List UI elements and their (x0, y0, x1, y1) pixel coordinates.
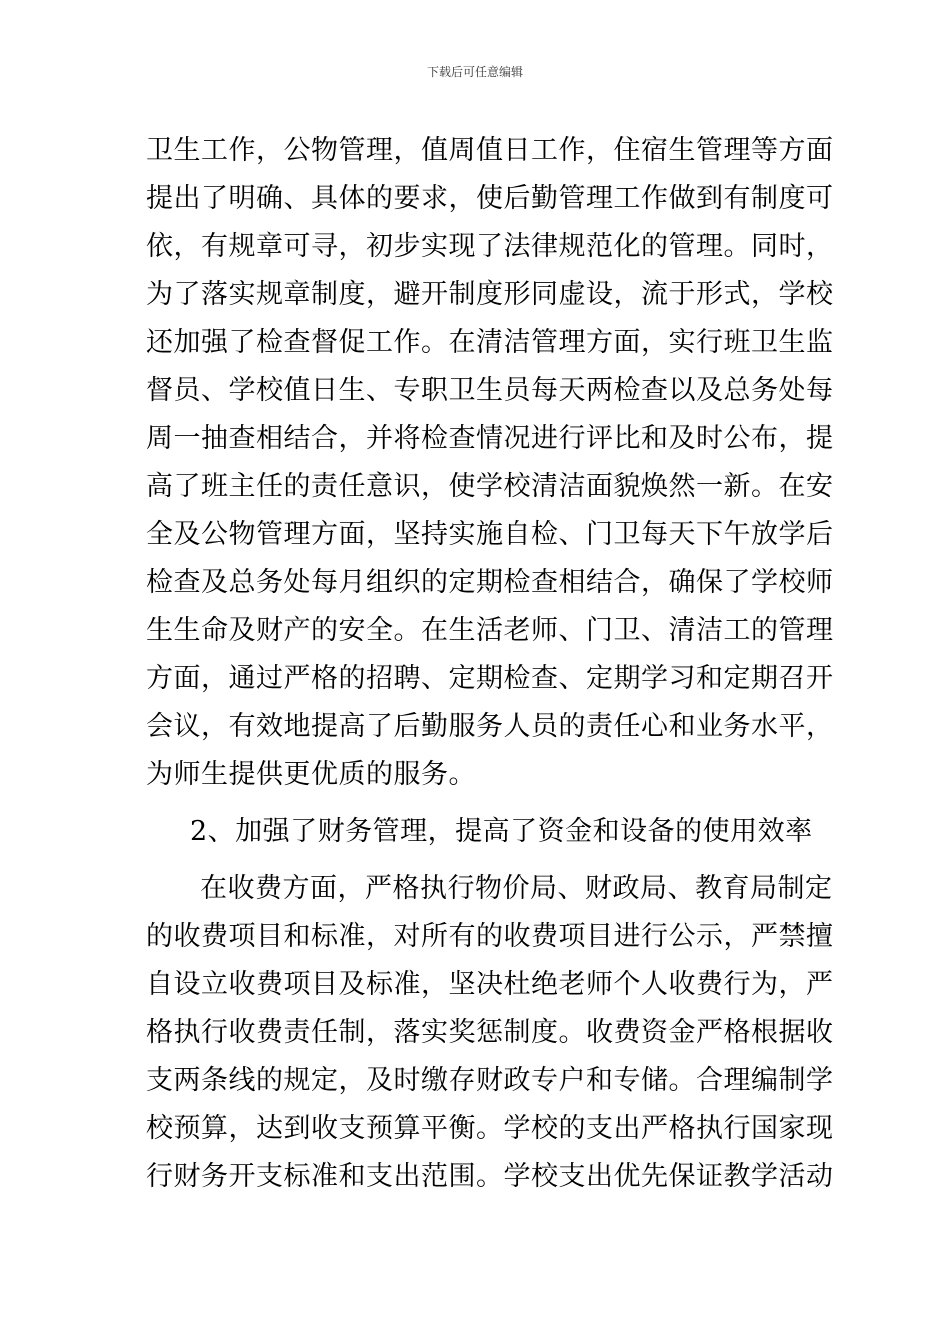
body-text-line: 提出了明确、具体的要求，使后勤管理工作做到有制度可 (146, 183, 834, 214)
body-text-line: 会议，有效地提高了后勤服务人员的责任心和业务水平， (146, 711, 834, 742)
body-text-line: 督员、学校值日生、专职卫生员每天两检查以及总务处每 (146, 375, 834, 406)
body-text-line: 校预算，达到收支预算平衡。学校的支出严格执行国家现 (146, 1113, 834, 1144)
body-text-line: 周一抽查相结合，并将检查情况进行评比和及时公布，提 (146, 423, 834, 454)
body-text-line: 在收费方面，严格执行物价局、财政局、教育局制定 (200, 873, 833, 904)
body-text-line: 生生命及财产的安全。在生活老师、门卫、清洁工的管理 (146, 615, 834, 646)
section-heading: 2、加强了财务管理，提高了资金和设备的使用效率 (190, 816, 813, 847)
body-text-line: 的收费项目和标准，对所有的收费项目进行公示，严禁擅 (146, 921, 834, 952)
body-text-line: 全及公物管理方面，坚持实施自检、门卫每天下午放学后 (146, 519, 834, 550)
body-text-line: 卫生工作，公物管理，值周值日工作，住宿生管理等方面 (146, 135, 834, 166)
body-text-line: 依，有规章可寻，初步实现了法律规范化的管理。同时， (146, 231, 834, 262)
body-text-line: 自设立收费项目及标准，坚决杜绝老师个人收费行为，严 (146, 969, 834, 1000)
body-text-line: 格执行收费责任制，落实奖惩制度。收费资金严格根据收 (146, 1017, 834, 1048)
body-text-line: 为师生提供更优质的服务。 (146, 759, 476, 790)
body-text-line: 高了班主任的责任意识，使学校清洁面貌焕然一新。在安 (146, 471, 834, 502)
page-header: 下载后可任意编辑 (426, 65, 523, 79)
body-text-line: 行财务开支标准和支出范围。学校支出优先保证教学活动 (146, 1161, 834, 1192)
body-text-line: 为了落实规章制度，避开制度形同虚设，流于形式，学校 (146, 279, 834, 310)
body-text-line: 检查及总务处每月组织的定期检查相结合，确保了学校师 (146, 567, 834, 598)
body-text-line: 方面，通过严格的招聘、定期检查、定期学习和定期召开 (146, 663, 834, 694)
body-text-line: 支两条线的规定，及时缴存财政专户和专储。合理编制学 (146, 1065, 834, 1096)
body-text-line: 还加强了检查督促工作。在清洁管理方面，实行班卫生监 (146, 327, 834, 358)
